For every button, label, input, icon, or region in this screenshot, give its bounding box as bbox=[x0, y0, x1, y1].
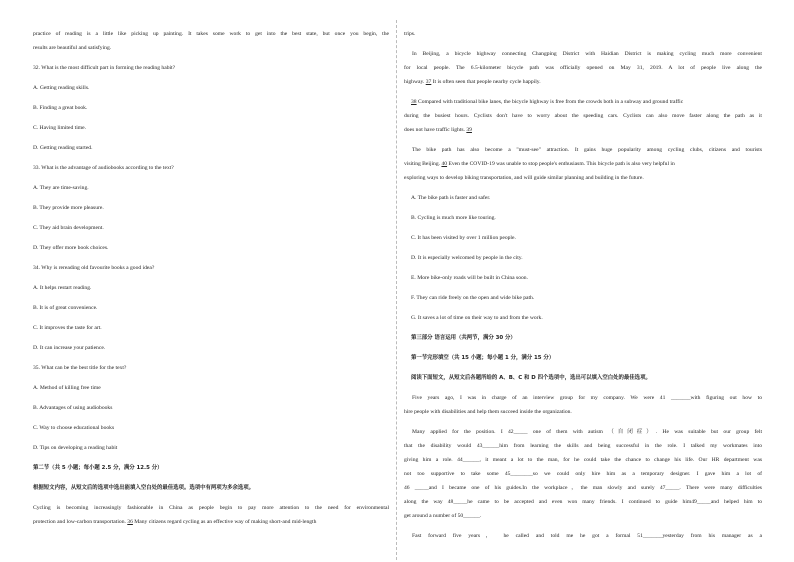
option-b: B. Cycling is much more like touring. bbox=[411, 215, 496, 221]
section-instructions: 根据短文内容，从短文后的选项中选出能填入空白处的最佳选项。选项中有两项为多余选项。 bbox=[33, 485, 255, 491]
option-d: D. It is especially welcomed by people in the city. bbox=[411, 255, 523, 261]
option-a: A. The bike path is faster and safer. bbox=[411, 195, 491, 201]
option-32-d: D. Getting reading started. bbox=[33, 145, 93, 151]
option-e: E. More bike-only roads will be built in China soon. bbox=[411, 275, 528, 281]
section-instructions: 阅读下面短文，从短文后各题所给的 A、B、C 和 D 四个选项中，选出可以填入空白处的最佳选项。 bbox=[411, 375, 651, 381]
option-33-c: C. They aid brain development. bbox=[33, 225, 104, 231]
blank-38: 38 bbox=[411, 99, 417, 105]
option-34-c: C. It improves the taste for art. bbox=[33, 325, 102, 331]
passage-line: Fast forward five years， he called and told me he got a formal 51_______yesterday from his manager as a bbox=[412, 533, 762, 539]
option-32-c: C. Having limited time. bbox=[33, 125, 86, 131]
part-heading: 第三部分 语言运用（共两节，满分 30 分） bbox=[411, 335, 516, 341]
question-32: 32. What is the most difficult part in forming the reading habit? bbox=[33, 65, 176, 71]
blank-39: 39 bbox=[466, 127, 472, 133]
passage-line: Many applied for the position. I 42_____ one of them with autism （自闭症）. He was suitable but our group felt bbox=[412, 429, 762, 435]
option-35-c: C. Way to choose educational books bbox=[33, 425, 115, 431]
passage-line: 38 Compared with traditional bike lanes, the bicycle highway is free from the crowds both in a subway and ground traffic bbox=[411, 99, 684, 105]
option-c: C. It has been visited by over 1 million people. bbox=[411, 235, 516, 241]
passage-line: results are beautiful and satisfying. bbox=[33, 45, 112, 51]
question-35: 35. What can be the best title for the text? bbox=[33, 365, 127, 371]
passage-line: does not have traffic lights. 39 bbox=[404, 127, 472, 133]
question-33: 33. What is the advantage of audiobooks according to the text? bbox=[33, 165, 174, 171]
question-34: 34. Why is rereading old favourite books a good idea? bbox=[33, 265, 155, 271]
blank-37: 37 bbox=[425, 79, 432, 85]
passage-line: that the disability would 43______him from learning the skills and being successful in the role. I talked my workmates into bbox=[404, 443, 762, 449]
passage-line: during the busiest hours. Cyclists don't have to worry about the speeding cars. Cyclists can also move faster along the path as it bbox=[404, 113, 762, 119]
passage-line: protection and low-carbon transportation. 36 Many citizens regard cycling as an effective way of making short-and mid-length bbox=[33, 519, 317, 525]
option-33-a: A. They are time-saving. bbox=[33, 185, 89, 191]
passage-line: along the way 48_____he came to be accepted and even won many friends. I continued to guide him49_____and helped him to bbox=[404, 499, 762, 505]
option-32-a: A. Getting reading skills. bbox=[33, 85, 90, 91]
option-g: G. It saves a lot of time on their way to and from the work. bbox=[411, 315, 543, 321]
passage-line: giving him a role. 44______, it meant a lot to the man, for he could take the chance to change his life. Our HR department was bbox=[404, 457, 762, 463]
section-heading: 第一节完形填空（共 15 小题；每小题 1 分，满分 15 分） bbox=[411, 355, 555, 361]
option-33-d: D. They offer more book choices. bbox=[33, 245, 109, 251]
option-34-b: B. It is of great convenience. bbox=[33, 305, 98, 311]
passage-line: not too supportive to take some 45________so we could only hire him as a temporary designer. I gave him a lot of bbox=[404, 471, 762, 477]
option-35-a: A. Method of killing free time bbox=[33, 385, 101, 391]
passage-line: get around a number of 50______. bbox=[404, 513, 482, 519]
option-35-d: D. Tips on developing a reading habit bbox=[33, 445, 118, 451]
blank-36: 36 bbox=[127, 519, 133, 525]
option-34-a: A. It helps restart reading. bbox=[33, 285, 92, 291]
passage-line: highway. 37 It is often seen that people nearby cycle happily. bbox=[404, 79, 541, 85]
option-33-b: B. They provide more pleasure. bbox=[33, 205, 104, 211]
passage-line: 46 _____and I became one of his guides.In the workplace，the man slowly and surely 47_____. There were many difficulties bbox=[404, 485, 762, 491]
passage-line: The bike path has also become a "must-see" attraction. It gains huge popularity among cycling clubs, citizens and tourists bbox=[412, 147, 762, 153]
passage-line: Five years ago, I was in charge of an interview group for my company. We were 41 _______with figuring out how to bbox=[412, 395, 762, 401]
option-32-b: B. Finding a great book. bbox=[33, 105, 88, 111]
passage-line: trips. bbox=[404, 31, 416, 37]
passage-line: for local people. The 6.5-kilometer bicycle path was officially opened on May 31, 2019. A lot of people live along the bbox=[404, 65, 762, 71]
section-heading: 第二节（共 5 小题；每小题 2.5 分，满分 12.5 分） bbox=[33, 465, 163, 471]
passage-line: exploring ways to develop biking transportation, and will guide similar planning and building in the future. bbox=[404, 175, 644, 181]
passage-line: Cycling is becoming increasingly fashionable in China as people begin to pay more attention to the need for environmental bbox=[33, 505, 389, 511]
option-f: F. They can ride freely on the open and wide bike path. bbox=[411, 295, 535, 301]
option-35-b: B. Advantages of using audiobooks bbox=[33, 405, 113, 411]
passage-line: practice of reading is a little like picking up painting. It takes some work to get into the best state, but once you begin, the bbox=[33, 31, 389, 37]
passage-line: In Beijing, a bicycle highway connecting Changping District with Haidian District is making cycling much more convenient bbox=[412, 51, 762, 57]
passage-line: visiting Beijing. 40 Even the COVID-19 was unable to stop people's enthusiasm. This bicycle path is also very helpful in bbox=[404, 161, 675, 167]
blank-40: 40 bbox=[441, 161, 448, 167]
passage-line: hire people with disabilities and help them succeed inside the organization. bbox=[404, 409, 572, 415]
column-divider bbox=[396, 20, 397, 560]
option-34-d: D. It can increase your patience. bbox=[33, 345, 106, 351]
